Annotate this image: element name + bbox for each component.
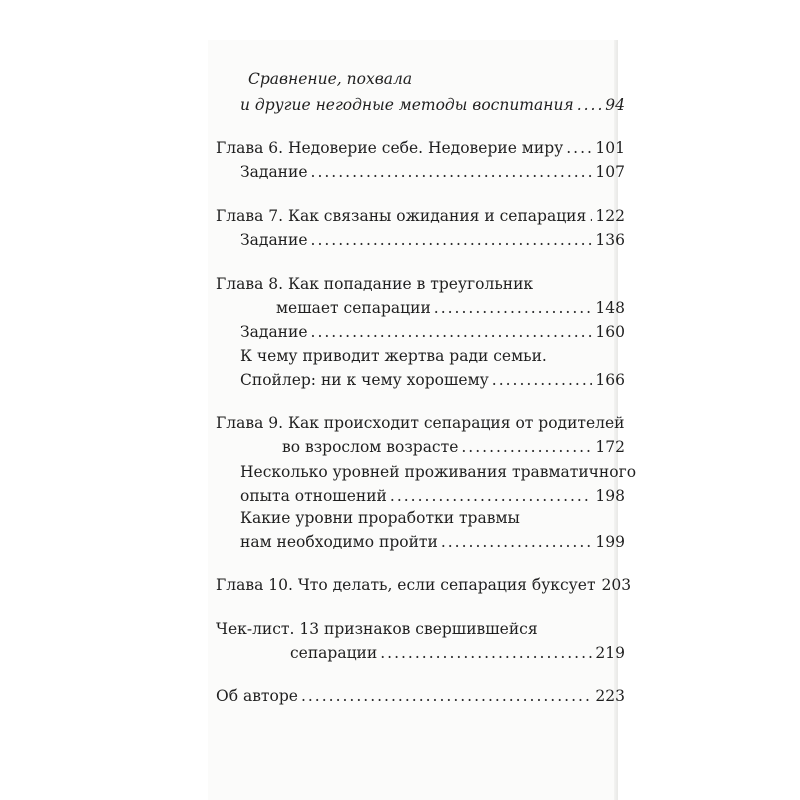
dot-leader [311,162,593,182]
toc-page-number: 94 [605,96,625,114]
toc-page-number: 199 [595,533,625,551]
toc-page-number: 219 [595,644,625,662]
toc-page-number: 136 [595,231,625,249]
dot-leader [311,322,593,342]
toc-page-number: 203 [601,576,632,594]
dot-leader [380,643,592,663]
dot-leader [311,230,593,250]
toc-page-number: 172 [595,438,625,456]
toc-entry-title: сепарации [290,644,378,662]
toc-entry-title: Спойлер: ни к чему хорошему [240,371,489,389]
toc-entry [240,532,625,552]
toc-entry [282,437,625,457]
toc-entry [240,230,625,250]
toc-entry-title: Глава 6. Недоверие себе. Недоверие миру [216,139,564,157]
dot-leader [441,532,593,552]
toc-entry-line: Глава 8. Как попадание в треугольник [216,275,534,293]
toc-entry-line: Чек-лист. 13 признаков свершившейся [216,620,538,638]
toc-page-number: 166 [595,371,625,389]
dot-leader [492,370,593,390]
toc-page-number: 101 [595,139,625,157]
toc-page-number: 148 [595,299,625,317]
toc-entry-line: Какие уровни проработки травмы [240,509,520,527]
toc-entry-line: Глава 9. Как происходит сепарация от родителей [216,414,625,432]
dot-leader [461,437,592,457]
toc-entry [240,370,625,390]
toc-entry-title: Задание [240,231,308,249]
toc-entry [276,298,625,318]
toc-page-number: 160 [595,323,625,341]
toc-entry [216,138,625,158]
dot-leader [577,95,603,115]
toc-entry-title: опыта отношений [240,487,387,505]
dot-leader [301,686,592,706]
toc-page-number: 122 [595,207,625,225]
dot-leader [434,298,593,318]
toc-page-number: 107 [595,163,625,181]
toc-entry-title: и другие негодные методы воспитания [240,96,574,114]
toc-entry-title: Задание [240,163,308,181]
toc-entry-line: Сравнение, похвала [248,70,413,88]
dot-leader [390,486,593,506]
toc-entry-line: К чему приводит жертва ради семьи. [240,347,547,365]
dot-leader [566,138,592,158]
toc-entry-title: Глава 7. Как связаны ожидания и сепарация [216,207,587,225]
toc-entry-title: мешает сепарации [276,299,431,317]
toc-entry [216,686,625,706]
toc-entry-title: во взрослом возрасте [282,438,459,456]
toc-entry-title: Об авторе [216,687,298,705]
toc-entry-title: Задание [240,323,308,341]
toc-entry-title: нам необходимо пройти [240,533,438,551]
toc-entry-line: Несколько уровней проживания травматичного [240,463,637,481]
toc-page-number: 223 [595,687,625,705]
toc-entry [240,162,625,182]
toc-entry-title: Глава 10. Что делать, если сепарация буксует [216,576,596,594]
toc-entry [240,322,625,342]
toc-page-number: 198 [595,487,625,505]
toc-entry [240,95,625,115]
toc-entry [216,206,625,226]
toc-entry [216,575,632,595]
toc-entry [290,643,625,663]
dot-leader [589,206,592,226]
toc-entry [240,486,625,506]
